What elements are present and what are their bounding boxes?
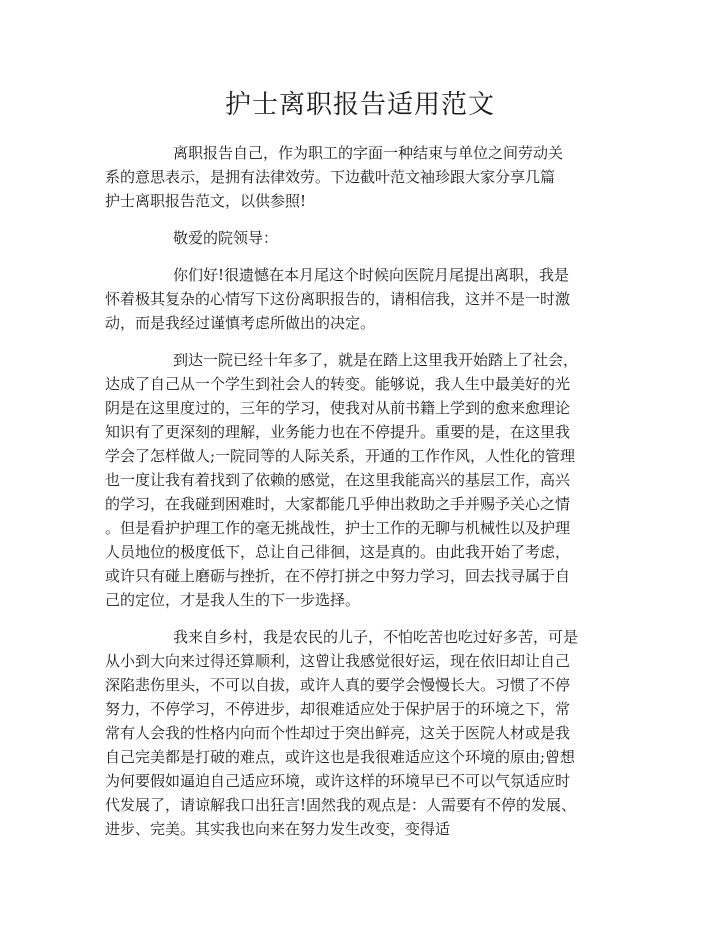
text-line: 学会了怎样做人;一院同等的人际关系，开通的工作作风，人性化的管理 — [105, 447, 576, 465]
text-line: 代发展了，请谅解我口出狂言!固然我的观点是：人需要有不停的发展、 — [105, 796, 577, 814]
text-line: 阴是在这里度过的，三年的学习，使我对从前书籍上学到的愈来愈理论 — [105, 399, 571, 417]
text-line: 我来自乡村，我是农民的儿子，不怕吃苦也吃过好多苦，可是 — [173, 628, 579, 646]
paragraph — [105, 625, 625, 841]
paragraph — [105, 226, 625, 250]
text-line: 离职报告自己，作为职工的字面一种结束与单位之间劳动关 — [173, 144, 564, 162]
document-body — [105, 141, 625, 854]
text-line: 进步、完美。其实我也向来在努力发生改变，变得适 — [105, 820, 451, 838]
text-line: 自己完美都是打破的难点，或许这也是我很难适应这个环境的原由;曾想 — [105, 748, 576, 766]
paragraph — [105, 141, 625, 213]
text-line: 怀着极其复杂的心情写下这份离职报告的，请相信我，这并不是一时激 — [105, 290, 571, 308]
text-line: 人员地位的极度低下，总让自己徘徊，这是真的。由此我开始了考虑， — [105, 543, 571, 561]
text-line: 到达一院已经十年多了，就是在踏上这里我开始踏上了社会， — [173, 351, 579, 369]
paragraph — [105, 263, 625, 335]
text-line: 的学习，在我碰到困难时，大家都能几乎伸出救助之手并赐予关心之情 — [105, 495, 571, 513]
text-line: 。但是看护护理工作的毫无挑战性，护士工作的无聊与机械性以及护理 — [105, 519, 571, 537]
text-line: 动，而是我经过谨慎考虑所做出的决定。 — [105, 314, 376, 332]
text-line: 或许只有碰上磨砺与挫折，在不停打拼之中努力学习，回去找寻属于自 — [105, 567, 571, 585]
text-line: 系的意思表示，是拥有法律效劳。下边截叶范文袖珍跟大家分享几篇 — [105, 168, 556, 186]
text-line: 常有人会我的性格内向而个性却过于突出鲜亮，这关于医院人材或是我 — [105, 724, 571, 742]
text-line: 达成了自己从一个学生到社会人的转变。能够说，我人生中最美好的光 — [105, 375, 571, 393]
text-line: 从小到大向来过得还算顺利，这曾让我感觉很好运，现在依旧却让自己 — [105, 652, 571, 670]
text-line: 知识有了更深刻的理解，业务能力也在不停提升。重要的是，在这里我 — [105, 423, 571, 441]
text-line: 深陷悲伤里头，不可以自拔，或许人真的要学会慢慢长大。习惯了不停 — [105, 676, 571, 694]
text-line: 努力，不停学习，不停进步，却很难适应处于保护居于的环境之下，常 — [105, 700, 571, 718]
text-line: 也一度让我有着找到了依赖的感觉，在这里我能高兴的基层工作，高兴 — [105, 471, 571, 489]
text-line: 敬爱的院领导： — [173, 229, 279, 247]
text-line: 己的定位，才是我人生的下一步选择。 — [105, 591, 361, 609]
text-line: 你们好!很遗憾在本月尾这个时候向医院月尾提出离职，我是 — [173, 266, 570, 284]
document-title: 护士离职报告适用范文 — [224, 90, 495, 120]
paragraph — [105, 348, 625, 612]
text-line: 护士离职报告范文，以供参照! — [105, 192, 307, 210]
text-line: 为何要假如逼迫自己适应环境，或许这样的环境早已不可以气氛适应时 — [105, 772, 571, 790]
